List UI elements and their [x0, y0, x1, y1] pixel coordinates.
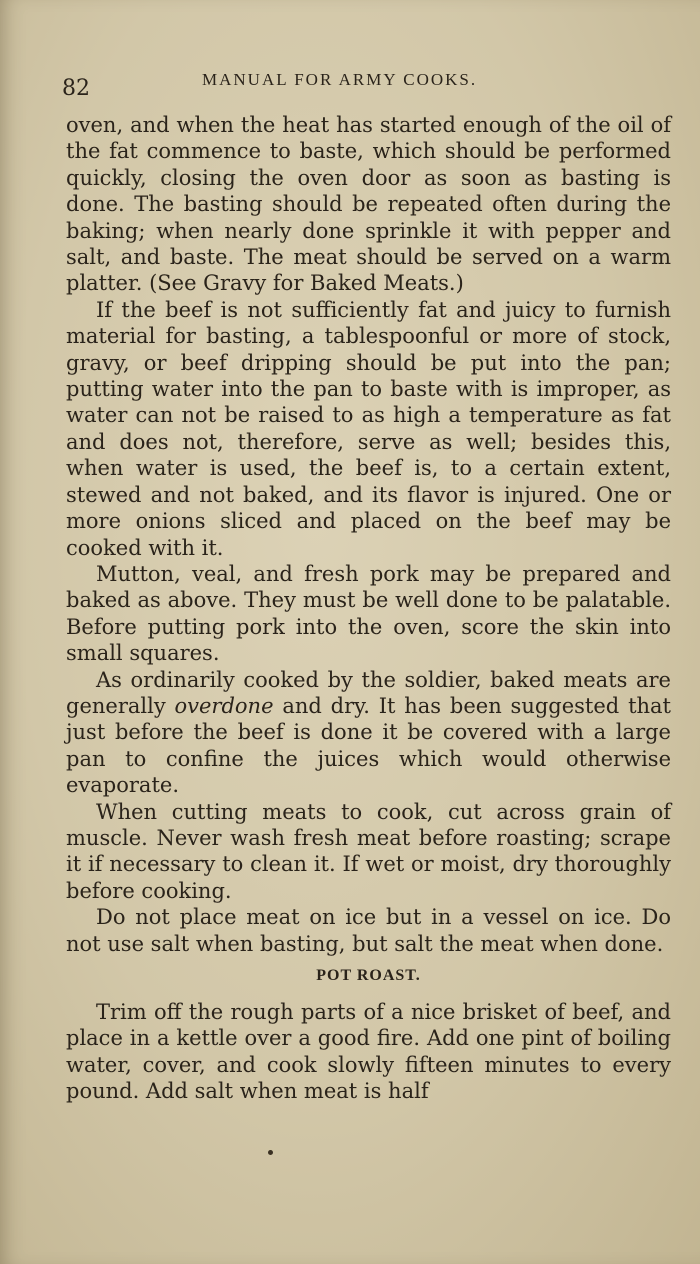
paragraph-continued: oven, and when the heat has started enough of the oil of the fat commence to baste, which should be performed quickly, closing the oven door as soon as basting is done. The basting should be repeated often during the baking; when nearly done sprinkle it with pepper and salt, and baste. The meat should be served on a warm platter. (See Gravy for Baked Meats.): [66, 113, 671, 296]
section-heading: POT ROAST.: [316, 967, 421, 984]
paragraph-pot-roast: Trim off the rough parts of a nice brisket of beef, and place in a kettle over a good fire. Add one pint of boiling water, cover, and cook slowly fifteen minutes to every pound. Add salt when meat is half: [66, 1000, 671, 1104]
page-number: 82: [62, 76, 90, 101]
overdone-emphasis: overdone: [174, 693, 274, 718]
page-body: [66, 112, 671, 1105]
running-head: MANUAL FOR ARMY COOKS.: [202, 70, 478, 89]
overdone-text-after: and dry. It has been suggested that just before the beef is done it be covered with a large pan to confine the juices which would otherwise evaporate.: [66, 693, 671, 798]
paragraph-basting: If the beef is not sufficiently fat and juicy to furnish material for basting, a tablespoonful or more of stock, gravy, or beef dripping should be put into the pan; putting water into the pan to baste with is improper, as water can not be raised to as high a temperature as fat and does not, therefore, serve as well; besides this, when water is used, the beef is, to a certain extent, stewed and not baked, and its flavor is injured. One or more onions sliced and placed on the beef may be cooked with it.: [66, 297, 671, 560]
paragraph-mutton: Mutton, veal, and fresh pork may be prepared and baked as above. They must be well done to be palatable. Before putting pork into the oven, score the skin into small squares.: [66, 561, 671, 666]
ink-speck: [268, 1150, 273, 1155]
paragraph-overdone: [66, 667, 671, 799]
overdone-text-before: As ordinarily cooked by the soldier, baked meats are generally: [66, 667, 671, 718]
paragraph-cutting: When cutting meats to cook, cut across grain of muscle. Never wash fresh meat before roasting; scrape it if necessary to clean it. If wet or moist, dry thoroughly before cooking.: [66, 799, 671, 903]
paragraph-ice: Do not place meat on ice but in a vessel on ice. Do not use salt when basting, but salt the meat when done.: [66, 905, 671, 956]
page-header: [62, 64, 682, 104]
